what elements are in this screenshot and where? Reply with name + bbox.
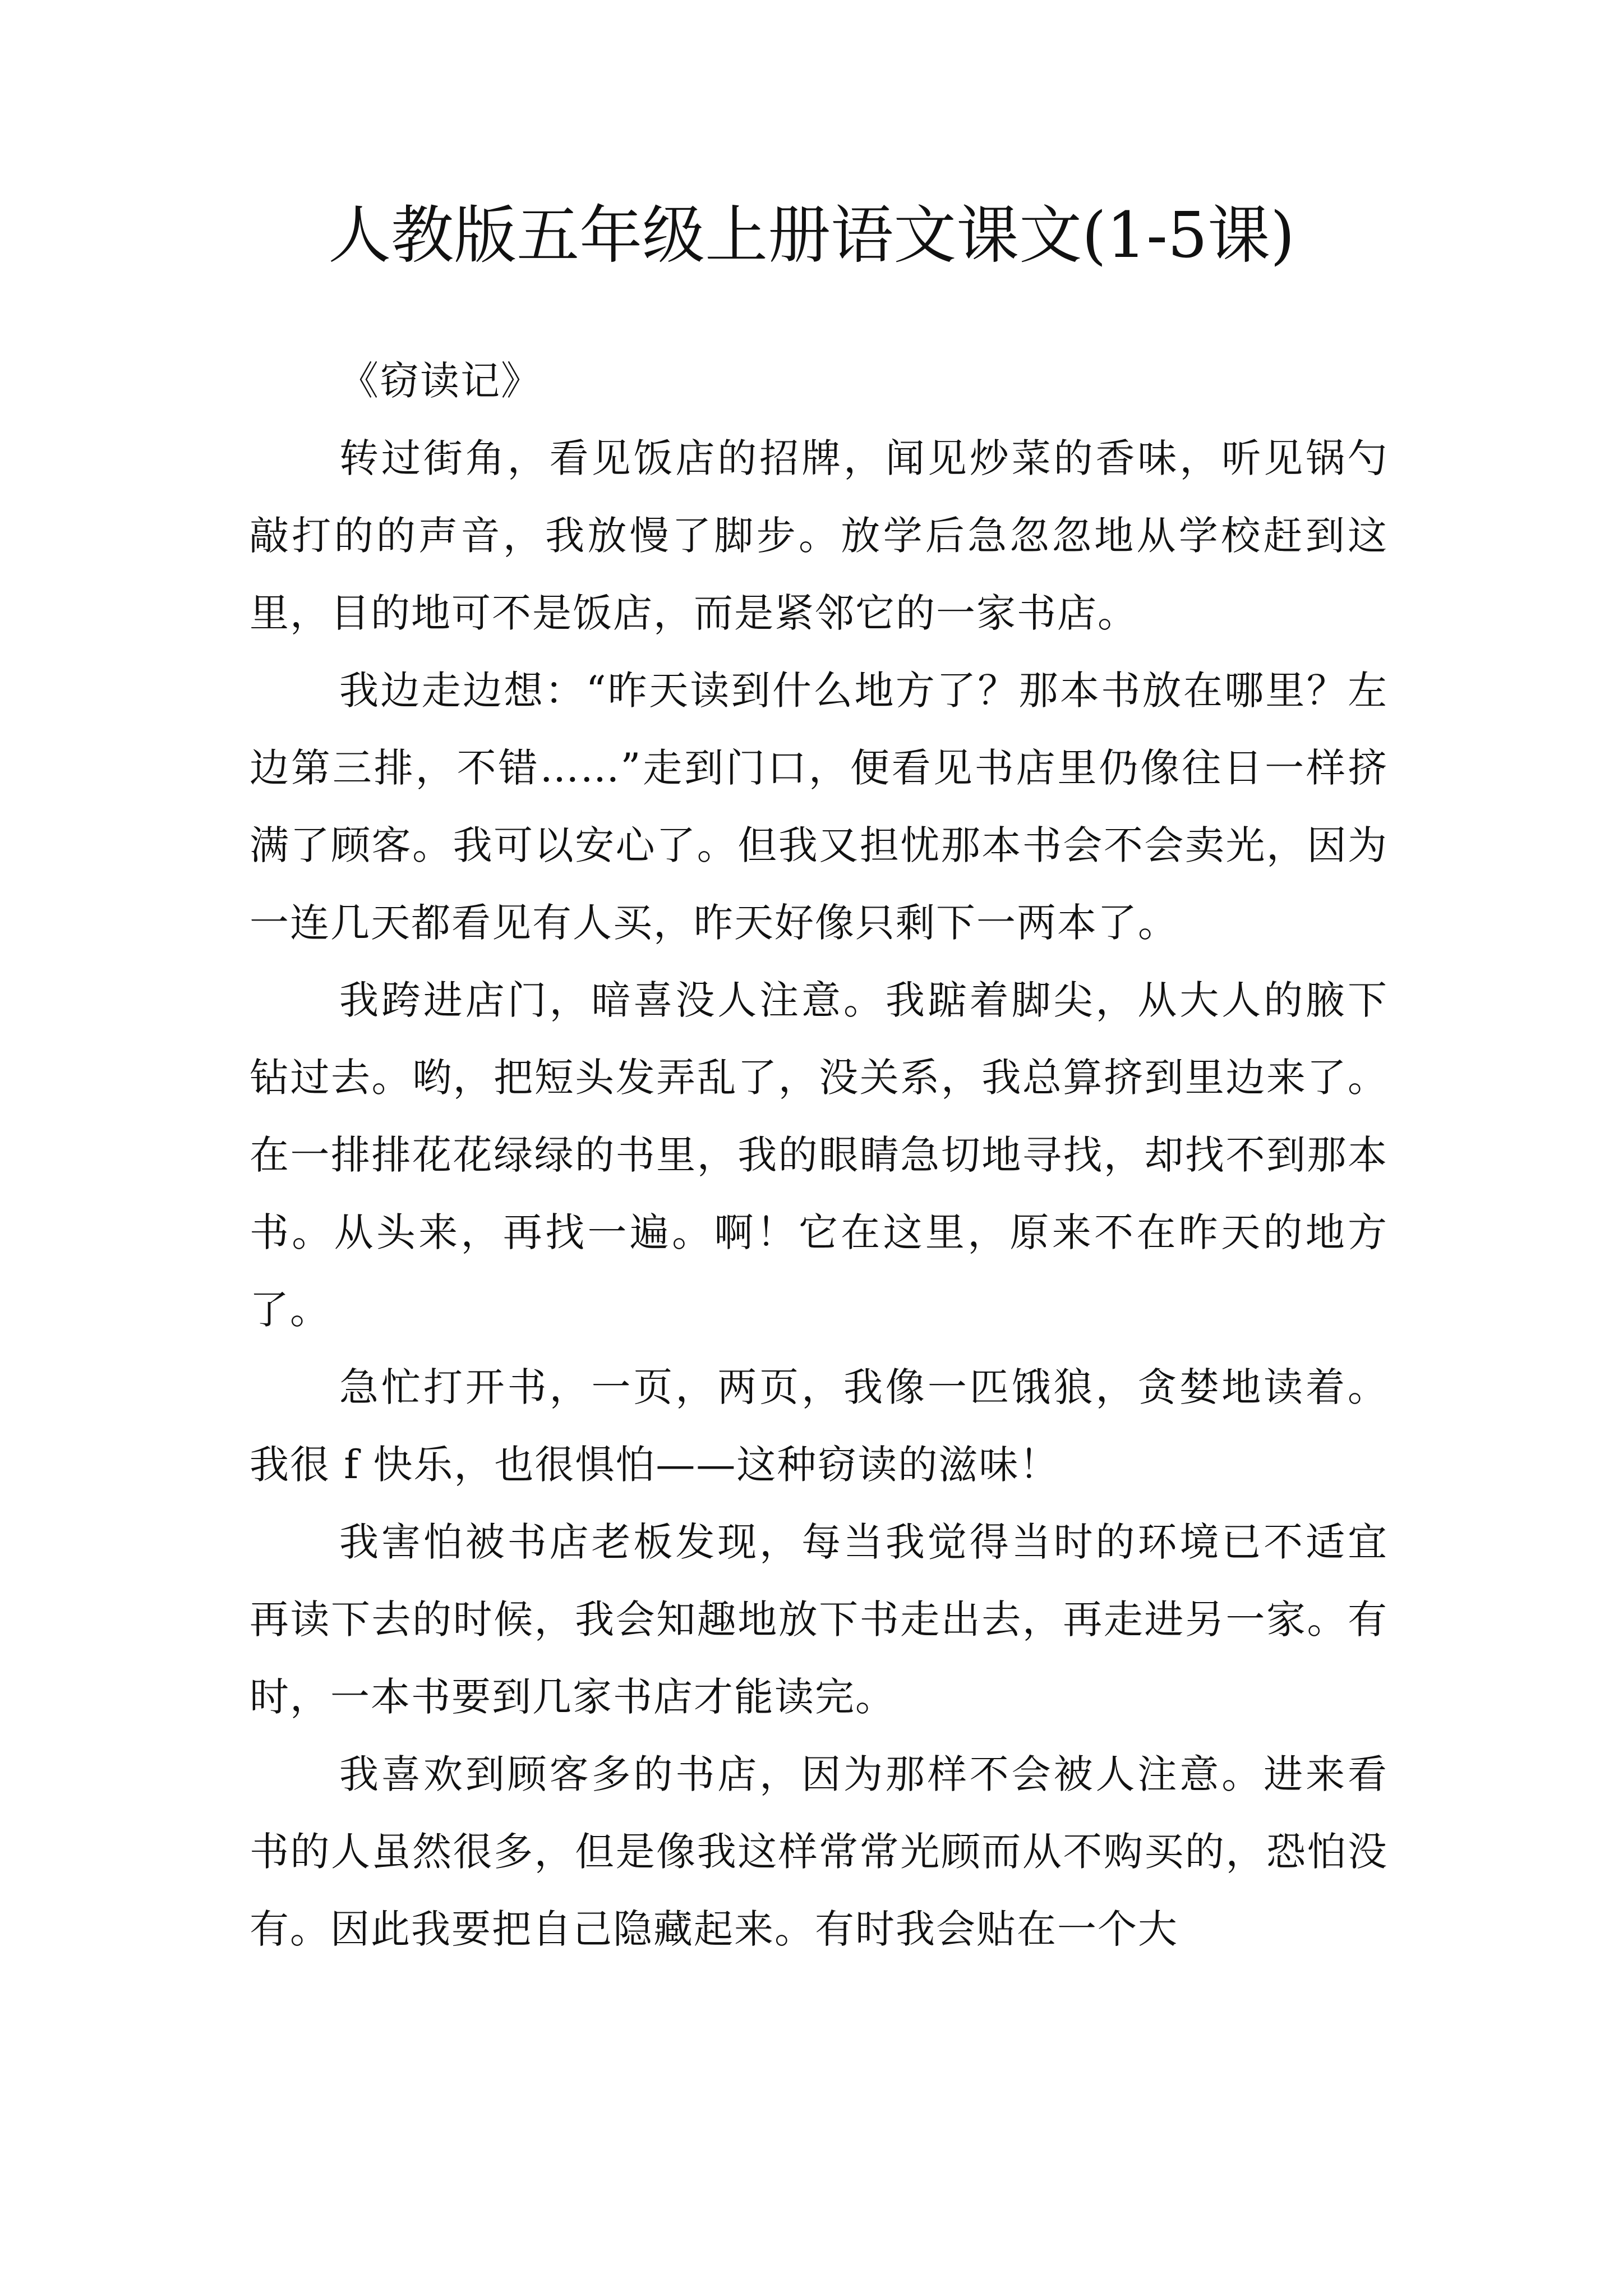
section-title: 《窃读记》 [339, 358, 541, 404]
paragraph-3: 我跨进店门，暗喜没人注意。我踮着脚尖，从大人的腋下钻过去。哟，把短头发弄乱了，没关系，我总算挤到里边来了。在一排排花花绿绿的书里，我的眼睛急切地寻找，却找不到那本书。从头来，再找一遍。啊！它在这里，原来不在昨天的地方了。 [250, 977, 1388, 1333]
document-title: 人教版五年级上册语文课文(1-5课) [328, 199, 1295, 272]
paragraph-6: 我喜欢到顾客多的书店，因为那样不会被人注意。进来看书的人虽然很多，但是像我这样常常光顾而从不购买的，恐怕没有。因此我要把自己隐藏起来。有时我会贴在一个大 [250, 1751, 1388, 1952]
document-body [250, 342, 1388, 1968]
paragraph-2: 我边走边想：“昨天读到什么地方了？那本书放在哪里？左边第三排，不错……”走到门口，便看见书店里仍像往日一样挤满了顾客。我可以安心了。但我又担忧那本书会不会卖光，因为一连几天都看见有人买，昨天好像只剩下一两本了。 [250, 668, 1388, 946]
paragraph-1: 转过街角，看见饭店的招牌，闻见炒菜的香味，听见锅勺敲打的的声音，我放慢了脚步。放学后急忽忽地从学校赶到这里，目的地可不是饭店，而是紧邻它的一家书店。 [250, 435, 1388, 636]
paragraph-4: 急忙打开书，一页，两页，我像一匹饿狼，贪婪地读着。我很 f 快乐，也很惧怕——这种窃读的滋味！ [250, 1364, 1388, 1488]
paragraph-5: 我害怕被书店老板发现，每当我觉得当时的环境已不适宜再读下去的时候，我会知趣地放下书走出去，再走进另一家。有时，一本书要到几家书店才能读完。 [250, 1519, 1388, 1720]
